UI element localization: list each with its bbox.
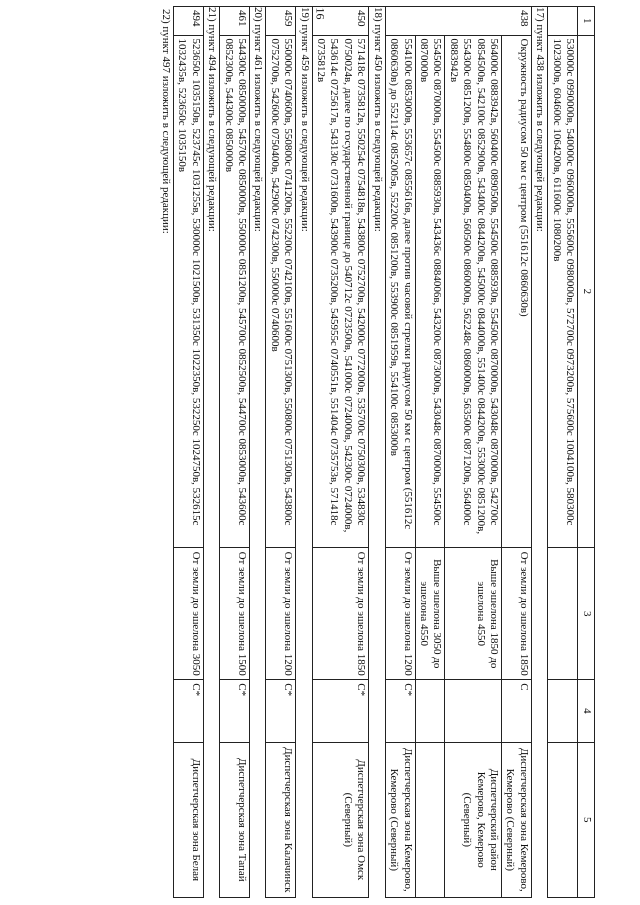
section-heading: 18) пункт 450 изложить в следующей редакции:: [369, 7, 385, 898]
coords-cell: 571418с 0735812в, 550254с 0754818в, 543800с 0752700в, 542000с 0772000в, 535700с 0750300в, 534830с 0750024в, далее по государственной границе до 540712с 0723500в, 541000с 0724000в, 542300с 0724000в, 543614с 0725617в, 543130с 0731600в, 543900с 0735200в, 545955с 0740551в, 551404с 0735753в, 571418с 0735812в: [312, 35, 369, 548]
altitude-cell: От земли до эшелона 1500: [220, 548, 250, 680]
header-col-4: 4: [578, 680, 595, 742]
table-row: [501, 7, 531, 898]
zone-cell: Диспетчерская зона Калачинск: [266, 742, 296, 897]
table-row: [266, 7, 296, 898]
num-cell: 461: [220, 7, 250, 36]
section-heading: 21) пункт 494 изложить в следующей редакции:: [203, 7, 219, 898]
coords-cell: 550000с 0740600в, 550800с 0741200в, 552200с 0742100в, 551600с 0751300в, 550800с 0751300в, 543800с 0752700в, 542600с 0750400в, 542900с 0742300в, 550000с 0740600в: [266, 35, 296, 548]
class-cell: С: [501, 680, 531, 742]
num-cell: 438: [385, 7, 531, 36]
section-heading-row: [531, 7, 547, 898]
altitude-cell: Выше эшелона 3050 до эшелона 4550: [415, 548, 445, 680]
altitude-cell: От земли до эшелона 1850: [501, 548, 531, 680]
class-cell: С*: [312, 680, 369, 742]
footer-heading: 22) пункт 497 изложить в следующей редакции:: [160, 9, 173, 234]
zone-cell: Диспетчерский район Кемерово, Кемерово (Северный): [445, 742, 502, 897]
table-row: [174, 7, 204, 898]
altitude-cell: [548, 548, 578, 680]
zone-cell: Диспетчерская зона Омск (Северный): [312, 742, 369, 897]
section-heading: 19) пункт 459 изложить в следующей редакции:: [296, 7, 312, 898]
zone-cell: [548, 742, 578, 897]
class-cell: [445, 680, 502, 742]
header-col-3: 3: [578, 548, 595, 680]
zone-cell: Диспетчерская зона Кемерово, Кемерово (Северный): [501, 742, 531, 897]
section-heading: 17) пункт 438 изложить в следующей редакции:: [531, 7, 547, 898]
section-heading: 20) пункт 461 изложить в следующей редакции:: [250, 7, 266, 898]
class-cell: С*: [385, 680, 415, 742]
altitude-cell: От земли до эшелона 1850: [312, 548, 369, 680]
rotated-content: [80, 6, 595, 898]
class-cell: [415, 680, 445, 742]
altitude-cell: Выше эшелона 1850 до эшелона 4550: [445, 548, 502, 680]
class-cell: [548, 680, 578, 742]
table-row: [548, 7, 578, 898]
num-cell: [548, 7, 578, 36]
section-heading-row: [369, 7, 385, 898]
table-row: [415, 7, 445, 898]
zone-cell: Диспетчерская зона Белая: [174, 742, 204, 897]
num-cell: 450: [312, 7, 369, 36]
header-col-2: 2: [578, 35, 595, 548]
table-row: [312, 7, 369, 898]
class-cell: С*: [220, 680, 250, 742]
coords-cell: 544300с 0850000в, 545700с 0850000в, 550000с 0851200в, 545700с 0852500в, 544700с 0853000в, 543600с 0852300в, 544300с 0850000в: [220, 35, 250, 548]
section-heading-row: [203, 7, 219, 898]
num-cell: 494: [174, 7, 204, 36]
class-cell: С*: [174, 680, 204, 742]
altitude-cell: От земли до эшелона 1200: [266, 548, 296, 680]
coords-cell: 564000с 0883942в, 560400с 0890500в, 554500с 0885930в, 554500с 0870000в, 543048с 0870000в, 542700с 0854500в, 542100с 0852900в, 543400с 0844200в, 545000с 0844000в, 551400с 0844200в, 553000с 0851200в, 554300с 0851200в, 554800с 0850400в, 560500с 0860000в, 562248с 0860000в, 563500с 0871200в, 564000с 0883942в: [445, 35, 502, 548]
zone-cell: [415, 742, 445, 897]
altitude-cell: От земли до эшелона 3050: [174, 548, 204, 680]
page-number: 16: [313, 7, 328, 20]
header-col-5: 5: [578, 742, 595, 897]
header-col-1: 1: [578, 7, 595, 36]
zone-cell: Диспетчерская зона Тапай: [220, 742, 250, 897]
coords-cell: 554100с 0853000в, 553657с 0855616в, далее против часовой стрелки радиусом 50 км с центром (551612с 0860630в) до 552114с 0852005в, 552200с 0851200в, 553900с 0851959в, 554100с 0853000в: [385, 35, 415, 548]
section-heading-row: [296, 7, 312, 898]
num-cell: 459: [266, 7, 296, 36]
coords-cell: 523650с 1035150в, 523745с 1031255в, 530000с 1021500в, 531350с 1022350в, 532250с 1024750в, 532615с 1032435в, 523650с 1035150в: [174, 35, 204, 548]
table-row: [445, 7, 502, 898]
table-row: [220, 7, 250, 898]
airspace-table: [173, 6, 595, 898]
class-cell: С*: [266, 680, 296, 742]
table-row: [385, 7, 415, 898]
coords-cell: Окружность радиусом 50 км с центром (551612с 0860630в): [501, 35, 531, 548]
section-heading-row: [250, 7, 266, 898]
altitude-cell: От земли до эшелона 1200: [385, 548, 415, 680]
coords-cell: 530000с 0990000в, 540000с 0960000в, 555600с 0980000в, 572700с 0973200в, 575600с 1004100в, 580300с 1023000в, 604600с 1064200в, 611600с 1080200в: [548, 35, 578, 548]
zone-cell: Диспетчерская зона Кемерово, Кемерово (Северный): [385, 742, 415, 897]
coords-cell: 554500с 0870000в, 554500с 0885930в, 543436с 0884006в, 543200с 0873000в, 543048с 0870000в, 554500с 0870000в: [415, 35, 445, 548]
header-row: [578, 7, 595, 898]
